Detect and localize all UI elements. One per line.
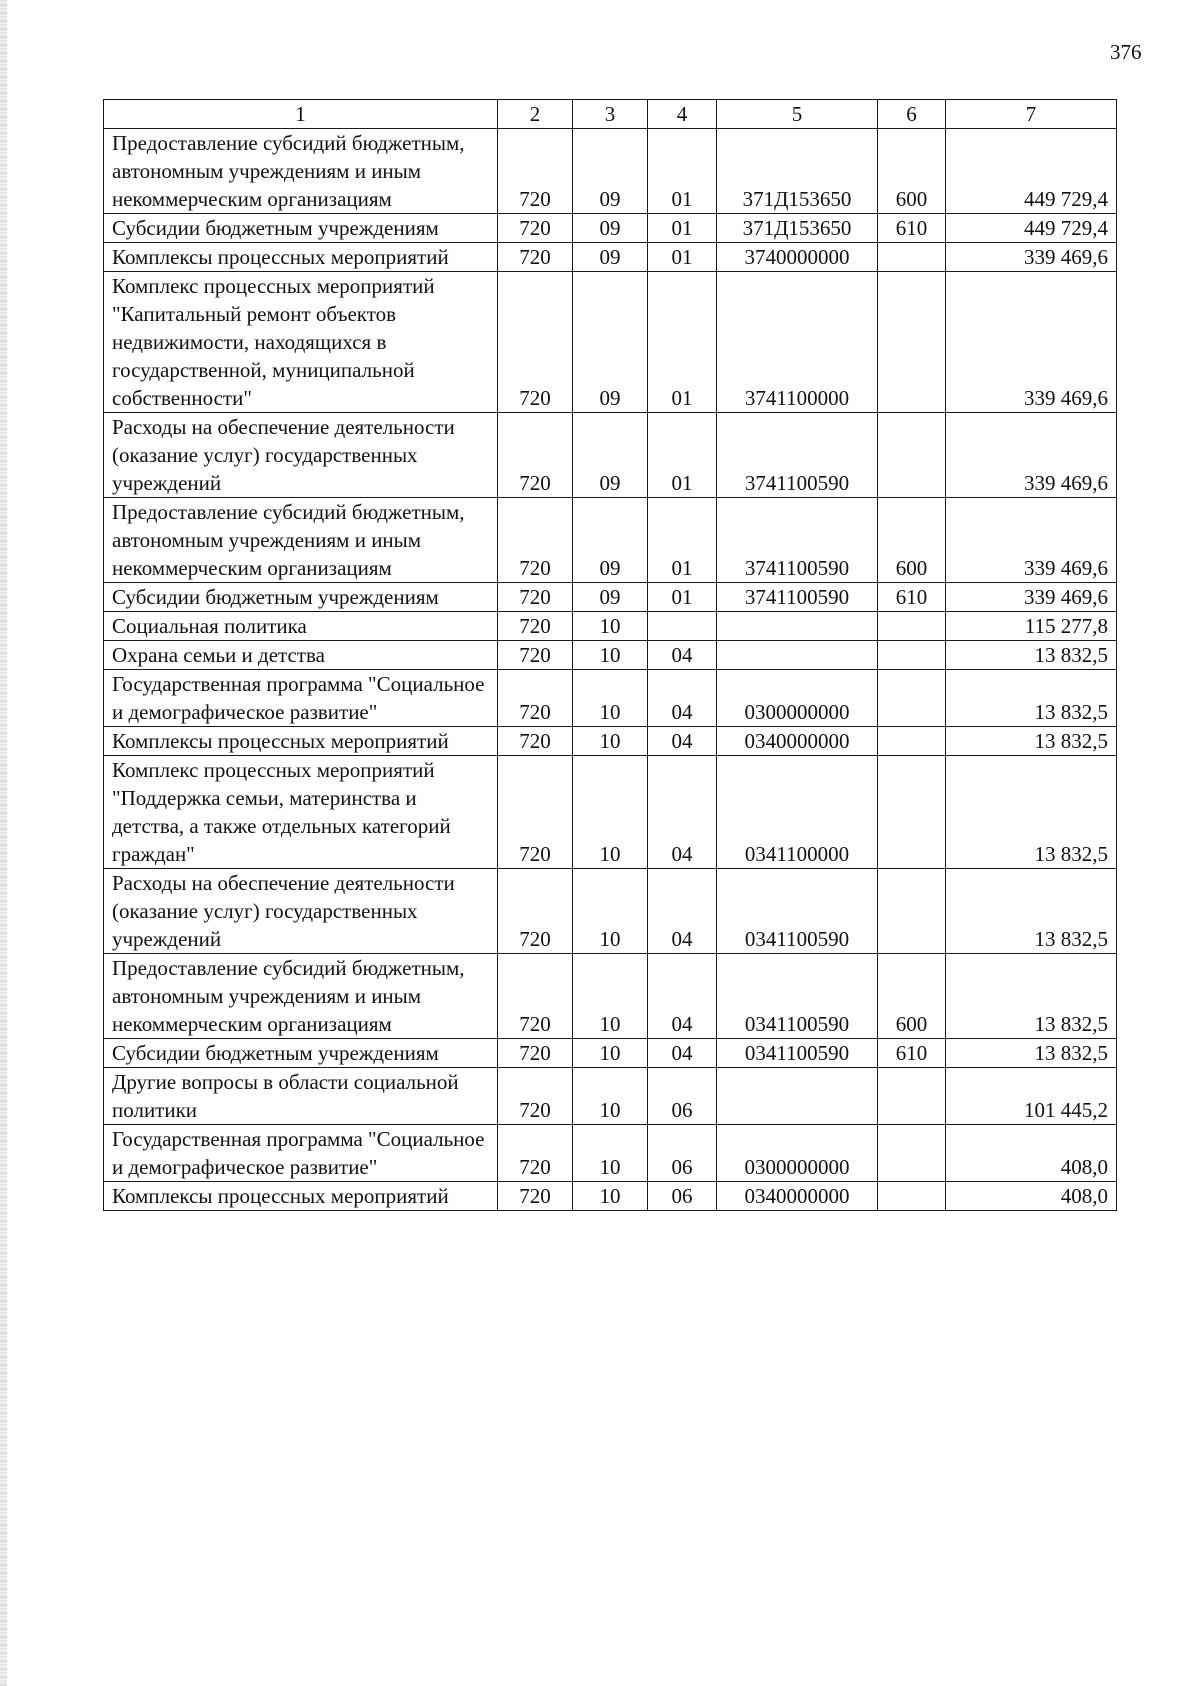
row-col-3: 10 <box>573 954 648 1039</box>
row-col-5: 3740000000 <box>717 243 878 272</box>
table-row <box>104 954 1117 1039</box>
row-col-7: 339 469,6 <box>946 272 1117 413</box>
row-col-2: 720 <box>498 612 573 641</box>
header-col-2: 2 <box>498 100 573 129</box>
row-col-7: 13 832,5 <box>946 954 1117 1039</box>
table-body <box>104 129 1117 1211</box>
row-col-3: 09 <box>573 498 648 583</box>
row-col-6 <box>878 612 946 641</box>
row-col-2: 720 <box>498 670 573 727</box>
row-col-3: 10 <box>573 1125 648 1182</box>
row-col-4: 04 <box>648 954 717 1039</box>
row-col-3: 09 <box>573 583 648 612</box>
row-col-2: 720 <box>498 272 573 413</box>
row-col-4: 06 <box>648 1068 717 1125</box>
row-col-7: 339 469,6 <box>946 583 1117 612</box>
row-col-2: 720 <box>498 1068 573 1125</box>
table-row <box>104 869 1117 954</box>
row-col-7: 339 469,6 <box>946 413 1117 498</box>
row-name: Расходы на обеспечение деятельности (оказание услуг) государственных учреждений <box>104 869 498 954</box>
table-header <box>104 100 1117 129</box>
row-col-4: 04 <box>648 869 717 954</box>
row-col-3: 09 <box>573 214 648 243</box>
table-row <box>104 1125 1117 1182</box>
row-col-6 <box>878 1068 946 1125</box>
row-col-2: 720 <box>498 243 573 272</box>
row-col-7: 449 729,4 <box>946 129 1117 214</box>
row-col-4 <box>648 612 717 641</box>
row-name: Предоставление субсидий бюджетным, автономным учреждениям и иным некоммерческим организациям <box>104 954 498 1039</box>
row-col-7: 339 469,6 <box>946 498 1117 583</box>
row-col-2: 720 <box>498 413 573 498</box>
row-col-2: 720 <box>498 214 573 243</box>
row-name: Социальная политика <box>104 612 498 641</box>
row-col-4: 01 <box>648 129 717 214</box>
row-name: Охрана семьи и детства <box>104 641 498 670</box>
row-col-5: 0340000000 <box>717 1182 878 1211</box>
row-col-2: 720 <box>498 583 573 612</box>
header-col-7: 7 <box>946 100 1117 129</box>
row-col-3: 10 <box>573 612 648 641</box>
table-row <box>104 583 1117 612</box>
row-col-5: 3741100000 <box>717 272 878 413</box>
row-col-2: 720 <box>498 954 573 1039</box>
row-col-3: 10 <box>573 756 648 869</box>
row-col-2: 720 <box>498 129 573 214</box>
row-col-2: 720 <box>498 756 573 869</box>
row-name: Государственная программа "Социальное и демографическое развитие" <box>104 1125 498 1182</box>
row-col-6 <box>878 727 946 756</box>
row-col-2: 720 <box>498 498 573 583</box>
row-col-4: 01 <box>648 413 717 498</box>
table-row <box>104 641 1117 670</box>
row-col-6 <box>878 413 946 498</box>
row-col-4: 01 <box>648 583 717 612</box>
header-col-5: 5 <box>717 100 878 129</box>
row-name: Комплексы процессных мероприятий <box>104 727 498 756</box>
row-name: Государственная программа "Социальное и демографическое развитие" <box>104 670 498 727</box>
row-col-4: 01 <box>648 214 717 243</box>
row-col-2: 720 <box>498 641 573 670</box>
row-col-3: 09 <box>573 272 648 413</box>
header-col-1: 1 <box>104 100 498 129</box>
row-col-6: 600 <box>878 129 946 214</box>
row-col-7: 13 832,5 <box>946 727 1117 756</box>
row-col-4: 04 <box>648 1039 717 1068</box>
row-name: Комплексы процессных мероприятий <box>104 1182 498 1211</box>
row-col-6 <box>878 243 946 272</box>
row-col-5: 0300000000 <box>717 670 878 727</box>
row-col-6 <box>878 670 946 727</box>
row-col-5 <box>717 641 878 670</box>
row-name: Субсидии бюджетным учреждениям <box>104 583 498 612</box>
row-col-3: 10 <box>573 670 648 727</box>
row-col-6: 600 <box>878 498 946 583</box>
row-col-3: 10 <box>573 1039 648 1068</box>
row-col-4: 01 <box>648 498 717 583</box>
row-col-7: 115 277,8 <box>946 612 1117 641</box>
row-col-7: 408,0 <box>946 1125 1117 1182</box>
row-col-2: 720 <box>498 1039 573 1068</box>
row-col-4: 04 <box>648 727 717 756</box>
row-name: Комплекс процессных мероприятий "Поддержка семьи, материнства и детства, а также отдельных категорий граждан" <box>104 756 498 869</box>
row-col-6 <box>878 641 946 670</box>
row-col-7: 449 729,4 <box>946 214 1117 243</box>
row-col-6 <box>878 756 946 869</box>
row-col-7: 339 469,6 <box>946 243 1117 272</box>
row-col-5: 3741100590 <box>717 498 878 583</box>
row-col-5: 0341100590 <box>717 954 878 1039</box>
row-col-5: 3741100590 <box>717 583 878 612</box>
row-col-5: 0340000000 <box>717 727 878 756</box>
row-col-3: 10 <box>573 869 648 954</box>
page-number: 376 <box>1110 40 1142 64</box>
row-col-5 <box>717 612 878 641</box>
row-name: Комплексы процессных мероприятий <box>104 243 498 272</box>
header-col-3: 3 <box>573 100 648 129</box>
row-col-6 <box>878 869 946 954</box>
row-col-3: 10 <box>573 727 648 756</box>
row-col-7: 13 832,5 <box>946 641 1117 670</box>
row-name: Субсидии бюджетным учреждениям <box>104 1039 498 1068</box>
row-col-5 <box>717 1068 878 1125</box>
row-name: Комплекс процессных мероприятий "Капитальный ремонт объектов недвижимости, находящихся в государственной, муниципальной собственности" <box>104 272 498 413</box>
table-row <box>104 129 1117 214</box>
row-col-5: 0341100000 <box>717 756 878 869</box>
row-col-5: 0341100590 <box>717 869 878 954</box>
row-col-5: 371Д153650 <box>717 129 878 214</box>
table-row <box>104 756 1117 869</box>
row-col-6 <box>878 1125 946 1182</box>
row-col-5: 0300000000 <box>717 1125 878 1182</box>
row-col-6: 610 <box>878 1039 946 1068</box>
row-col-6: 610 <box>878 583 946 612</box>
table-row <box>104 1039 1117 1068</box>
table-row <box>104 243 1117 272</box>
table-row <box>104 727 1117 756</box>
row-col-7: 13 832,5 <box>946 756 1117 869</box>
row-col-5: 3741100590 <box>717 413 878 498</box>
budget-table <box>103 99 1117 1211</box>
row-name: Предоставление субсидий бюджетным, автономным учреждениям и иным некоммерческим организациям <box>104 129 498 214</box>
row-col-6 <box>878 272 946 413</box>
row-col-6: 600 <box>878 954 946 1039</box>
row-col-3: 09 <box>573 413 648 498</box>
table-row <box>104 413 1117 498</box>
row-col-7: 13 832,5 <box>946 1039 1117 1068</box>
table-row <box>104 1182 1117 1211</box>
row-col-2: 720 <box>498 869 573 954</box>
table-row <box>104 272 1117 413</box>
row-col-4: 01 <box>648 243 717 272</box>
row-col-4: 06 <box>648 1182 717 1211</box>
header-col-6: 6 <box>878 100 946 129</box>
table-row <box>104 612 1117 641</box>
row-col-7: 408,0 <box>946 1182 1117 1211</box>
row-col-4: 06 <box>648 1125 717 1182</box>
table-row <box>104 670 1117 727</box>
table-row <box>104 1068 1117 1125</box>
row-col-7: 101 445,2 <box>946 1068 1117 1125</box>
table-row <box>104 214 1117 243</box>
row-col-5: 0341100590 <box>717 1039 878 1068</box>
row-col-4: 01 <box>648 272 717 413</box>
row-col-7: 13 832,5 <box>946 869 1117 954</box>
row-col-2: 720 <box>498 727 573 756</box>
scan-edge-artifact <box>0 0 7 1686</box>
row-col-3: 09 <box>573 243 648 272</box>
row-name: Субсидии бюджетным учреждениям <box>104 214 498 243</box>
row-col-3: 09 <box>573 129 648 214</box>
row-col-6 <box>878 1182 946 1211</box>
header-col-4: 4 <box>648 100 717 129</box>
row-col-3: 10 <box>573 1182 648 1211</box>
row-name: Другие вопросы в области социальной политики <box>104 1068 498 1125</box>
table-row <box>104 498 1117 583</box>
row-col-4: 04 <box>648 756 717 869</box>
row-col-3: 10 <box>573 1068 648 1125</box>
row-col-4: 04 <box>648 670 717 727</box>
row-col-7: 13 832,5 <box>946 670 1117 727</box>
row-col-2: 720 <box>498 1125 573 1182</box>
row-col-2: 720 <box>498 1182 573 1211</box>
row-col-3: 10 <box>573 641 648 670</box>
header-row <box>104 100 1117 129</box>
row-col-6: 610 <box>878 214 946 243</box>
row-col-4: 04 <box>648 641 717 670</box>
row-name: Предоставление субсидий бюджетным, автономным учреждениям и иным некоммерческим организациям <box>104 498 498 583</box>
row-col-5: 371Д153650 <box>717 214 878 243</box>
row-name: Расходы на обеспечение деятельности (оказание услуг) государственных учреждений <box>104 413 498 498</box>
